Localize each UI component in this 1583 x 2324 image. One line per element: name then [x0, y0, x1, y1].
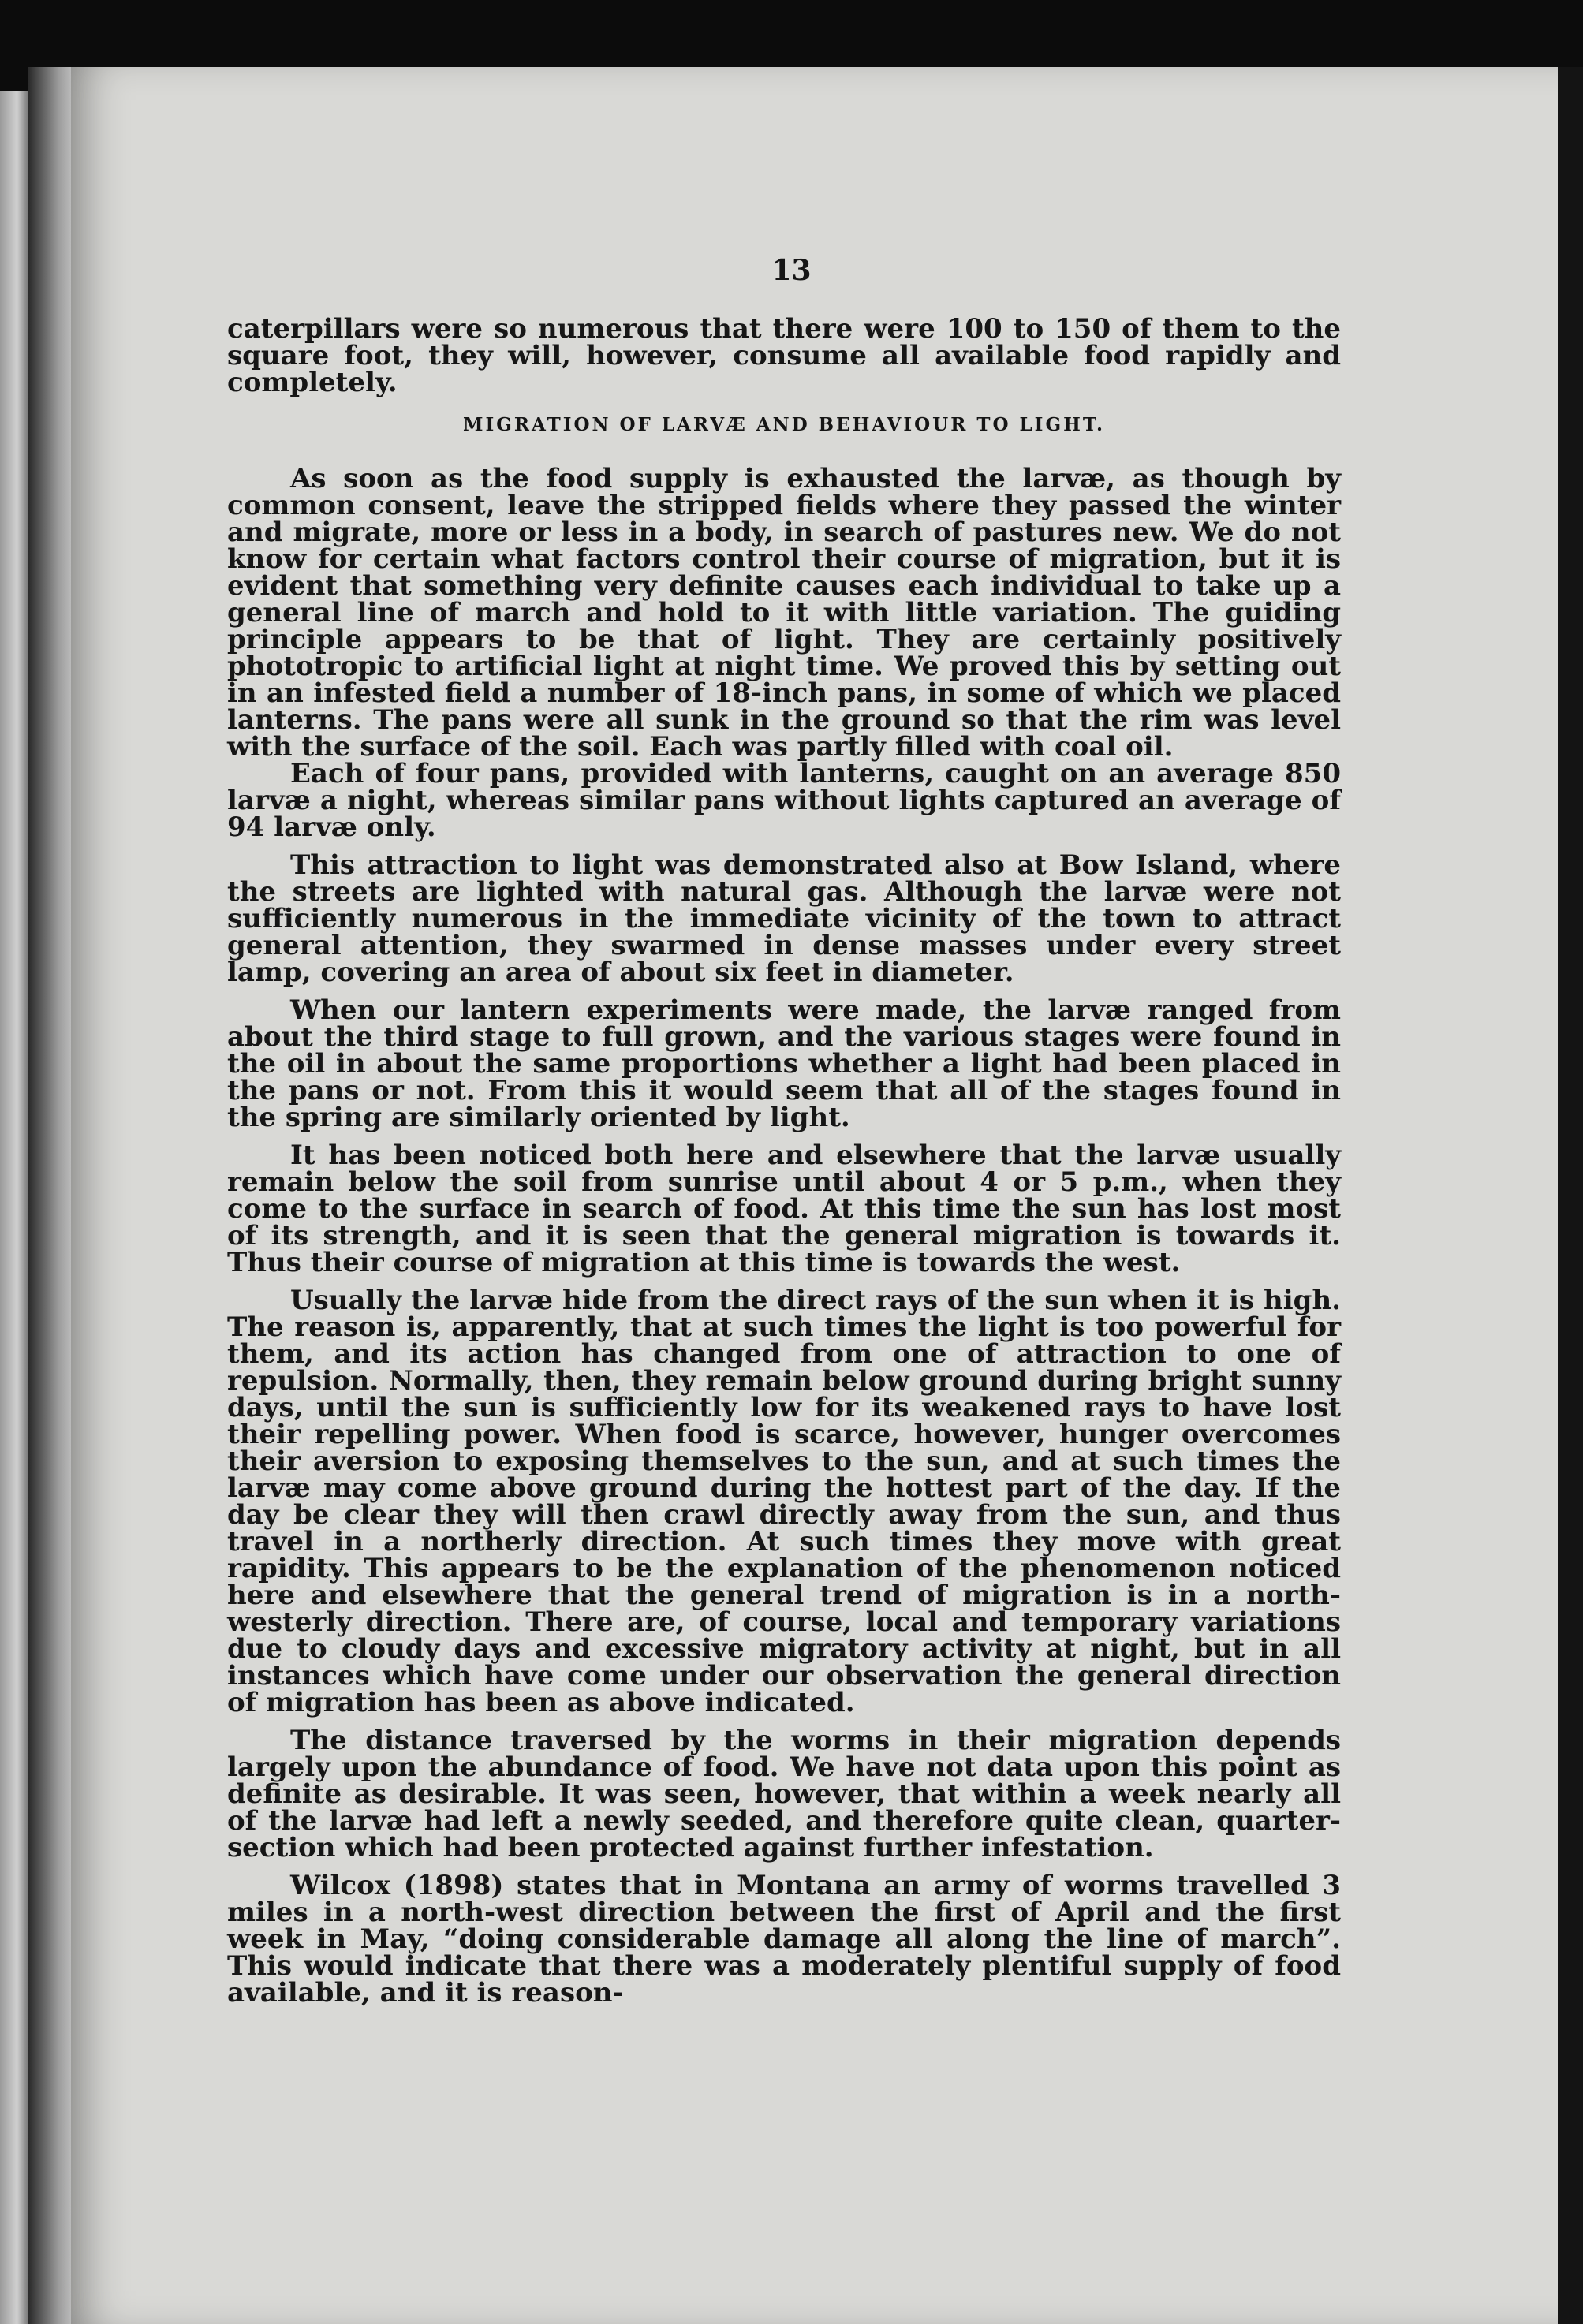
paragraph-larval-stages: When our lantern experiments were made, the larvæ ranged from about the third stage to full grown, and the various stages were found in the oil in about the same proportions whether a light had been placed in the pans or not. From this it would seem that all of the stages found in the spring are similarly oriented by light.: [227, 994, 1341, 1133]
paragraph-wilcox: Wilcox (1898) states that in Montana an army of worms travelled 3 miles in a north-west direction between the first of April and the first week in May, “doing considerable damage all along the line of march”. This would indicate that there was a moderately plentiful supply of food available, and it is reason-: [227, 1870, 1341, 2009]
paragraph-sun-repulsion: Usually the larvæ hide from the direct rays of the sun when it is high. The reason is, apparently, that at such times the light is too powerful for them, and its action has changed from one of attraction to one of repulsion. Normally, then, they remain below ground during bright sunny days, until the sun is sufficiently low for its weakened rays to have lost their repelling power. When food is scarce, however, hunger overcomes their aversion to exposing themselves to the sun, and at such times the larvæ may come above ground during the hottest part of the day. If the day be clear they will then crawl directly away from the sun, and thus travel in a northerly direction. At such times they move with great rapidity. This appears to be the explanation of the phenomenon noticed here and elsewhere that the general trend of migration is in a north-westerly direction. There are, of course, local and temporary variations due to cloudy days and excessive migratory activity at night, but in all instances which have come under our observation the general direction of migration has been as above indicated.: [227, 1285, 1341, 1718]
paragraph-migration-distance: The distance traversed by the worms in their migration depends largely upon the abundance of food. We have not data upon this point as definite as desirable. It was seen, however, that within a week nearly all of the larvæ had left a newly seeded, and therefore quite clean, quarter-section which had been protected against further infestation.: [227, 1725, 1341, 1863]
section-heading: MIGRATION OF LARVÆ AND BEHAVIOUR TO LIGHT.: [463, 414, 1105, 435]
paragraph-lantern-catch: Each of four pans, provided with lanterns, caught on an average 850 larvæ a night, whereas similar pans without lights captured an average of 94 larvæ only.: [227, 758, 1341, 843]
intro-paragraph: caterpillars were so numerous that there were 100 to 150 of them to the square foot, they will, however, consume all available food rapidly and completely.: [227, 313, 1341, 398]
paragraph-phototropism: As soon as the food supply is exhausted the larvæ, as though by common consent, leave the stripped fields where they passed the winter and migrate, more or less in a body, in search of pastures new. We do not know for certain what factors control their course of migration, but it is evident that something very definite causes each individual to take up a general line of march and hold to it with little variation. The guiding principle appears to be that of light. They are certainly positively phototropic to artificial light at night time. We proved this by setting out in an infested field a number of 18-inch pans, in some of which we placed lanterns. The pans were all sunk in the ground so that the rim was level with the surface of the soil. Each was partly filled with coal oil.: [227, 463, 1341, 763]
paragraph-sunrise-behaviour: It has been noticed both here and elsewhere that the larvæ usually remain below the soil from sunrise until about 4 or 5 p.m., when they come to the surface in search of food. At this time the sun has lost most of its strength, and it is seen that the general migration is towards it. Thus their course of migration at this time is towards the west.: [227, 1140, 1341, 1278]
paragraph-bow-island: This attraction to light was demonstrated also at Bow Island, where the streets are lighted with natural gas. Although the larvæ were not sufficiently numerous in the immediate vicinity of the town to attract general attention, they swarmed in dense masses under every street lamp, covering an area of about six feet in diameter.: [227, 849, 1341, 988]
scan-border: [1558, 67, 1583, 2324]
body-text: [227, 463, 1341, 2009]
intro-text: [227, 315, 1341, 396]
facing-page-edge: [0, 91, 28, 2324]
page-number: 13: [771, 254, 812, 287]
